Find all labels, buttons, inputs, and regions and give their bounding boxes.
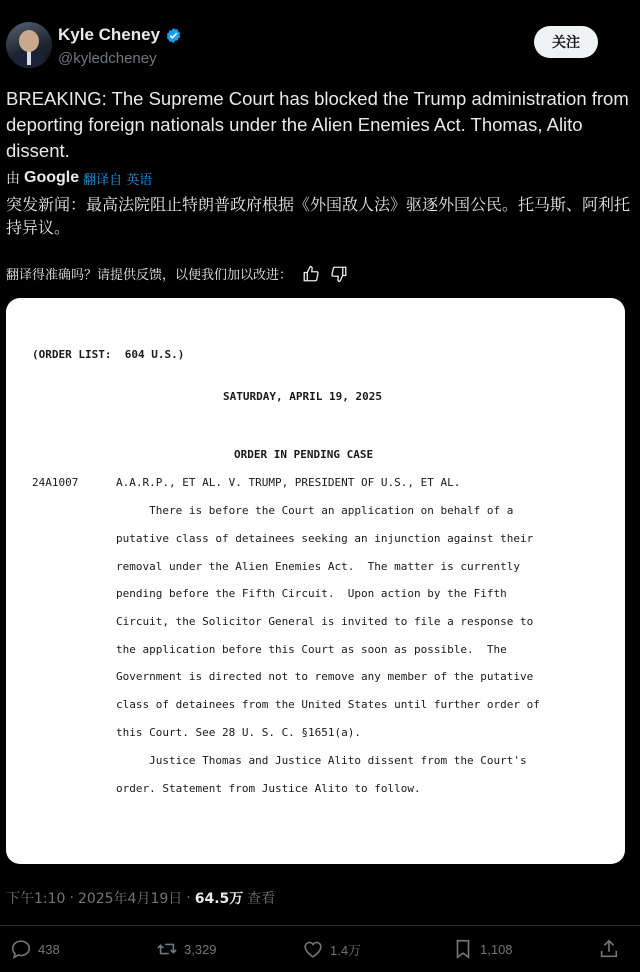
tweet-header — [6, 22, 634, 72]
reply-icon — [10, 938, 32, 960]
order-heading: ORDER IN PENDING CASE — [234, 448, 374, 461]
tweet-time[interactable]: 下午1:10 — [6, 891, 66, 907]
views-label: 查看 — [247, 891, 276, 907]
order-list-header: (ORDER LIST: 604 U.S.) — [32, 348, 185, 361]
views-count[interactable]: 64.5万 — [194, 891, 244, 907]
case-title: A.A.R.P., ET AL. V. TRUMP, PRESIDENT OF U.S., ET AL. — [116, 476, 461, 489]
order-body-line: There is before the Court an application on behalf of a — [116, 504, 514, 517]
tweet-meta — [6, 888, 275, 908]
tweet-translation: 突发新闻：最高法院阻止特朗普政府根据《外国敌人法》驱逐外国公民。托马斯、阿利托持异议。 — [6, 195, 631, 237]
order-body-line: removal under the Alien Enemies Act. The matter is currently — [116, 560, 520, 573]
translated-by — [6, 168, 152, 188]
order-body-line: putative class of detainees seeking an injunction against their — [116, 532, 534, 545]
order-document-image[interactable] — [6, 298, 625, 864]
like-count: 1.4万 — [330, 942, 362, 958]
author-name-row[interactable] — [58, 25, 182, 45]
heart-icon — [302, 938, 324, 960]
retweet-icon — [156, 938, 178, 960]
reply-button[interactable] — [10, 938, 60, 960]
feedback-prompt: 翻译得准确吗？请提供反馈，以便我们加以改进： — [6, 268, 293, 283]
order-body-line: order. Statement from Justice Alito to follow. — [116, 782, 421, 795]
share-button[interactable] — [598, 938, 620, 960]
order-body-line: pending before the Fifth Circuit. Upon action by the Fifth — [116, 587, 507, 600]
author-name[interactable]: Kyle Cheney — [58, 25, 161, 44]
avatar[interactable] — [6, 22, 52, 68]
action-bar — [0, 938, 640, 968]
author-handle[interactable]: @kyledcheney — [58, 50, 157, 67]
tweet-text: BREAKING: The Supreme Court has blocked the Trump administration from deporting foreign nationals under the Alien Enemies Act. Thomas, Alito dissent. — [6, 88, 629, 161]
divider — [0, 925, 640, 926]
google-logo: Google — [24, 169, 80, 186]
reply-count: 438 — [38, 941, 60, 957]
verified-badge-icon — [165, 27, 182, 44]
order-body-line: Justice Thomas and Justice Alito dissent from the Court's — [116, 754, 527, 767]
share-icon — [598, 938, 620, 960]
order-body-line: this Court. See 28 U. S. C. §1651(a). — [116, 726, 362, 739]
order-body-line: class of detainees from the United States until further order of — [116, 698, 540, 711]
follow-button[interactable]: 关注 — [534, 26, 598, 58]
retweet-button[interactable] — [156, 938, 217, 960]
bookmark-icon — [452, 938, 474, 960]
thumbs-down-icon[interactable] — [330, 265, 348, 283]
order-body-line: Circuit, the Solicitor General is invited to file a response to — [116, 615, 534, 628]
meta-separator: · — [186, 890, 191, 906]
translated-from-link[interactable]: 翻译自 英语 — [83, 172, 153, 188]
bookmark-button[interactable] — [452, 938, 513, 960]
bookmark-count: 1,108 — [480, 941, 513, 957]
like-button[interactable] — [302, 938, 361, 960]
order-body-line: Government is directed not to remove any member of the putative — [116, 670, 534, 683]
retweet-count: 3,329 — [184, 941, 217, 957]
order-date: SATURDAY, APRIL 19, 2025 — [223, 390, 382, 403]
case-number: 24A1007 — [32, 476, 79, 489]
translation-feedback — [6, 264, 348, 283]
meta-separator: · — [69, 890, 74, 906]
tweet-date[interactable]: 2025年4月19日 — [77, 891, 183, 907]
order-body-line: the application before this Court as soon as possible. The — [116, 643, 507, 656]
thumbs-up-icon[interactable] — [302, 265, 320, 283]
translated-by-prefix: 由 — [6, 171, 20, 187]
